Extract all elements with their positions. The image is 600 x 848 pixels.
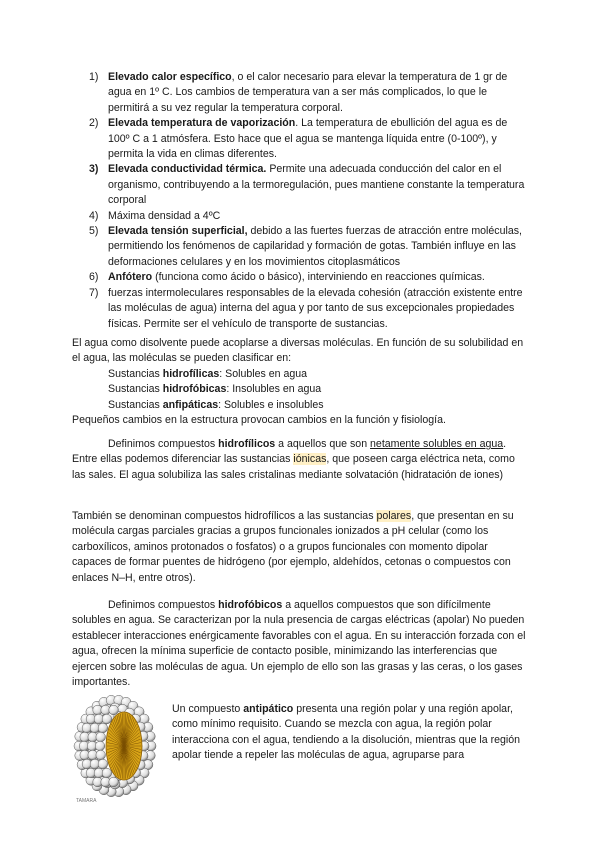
list-item: 4) Máxima densidad a 4ºC (89, 209, 221, 222)
term: Elevado calor específico (108, 71, 232, 83)
figure-signature: TAMARA (76, 798, 97, 804)
amphipathic-paragraph: Un compuesto antipático presenta una región polar y una región apolar, como mínimo requisito. Cuando se mezcla con agua, la región polar interacciona con el agua, tendiendo a la disolución, mientras que la región apolar tiende a repeler las moléculas de agua, agruparse para (172, 703, 521, 762)
solvent-intro: El agua como disolvente puede acoplarse a diversas moléculas. En función de su solubilidad en el agua, las moléculas se pueden clasificar en: (72, 337, 524, 365)
solvent-closing: Pequeños cambios en la estructura provocan cambios en la función y fisiología. (72, 414, 446, 427)
list-item: 7) fuerzas intermoleculares responsables de la elevada cohesión (atracción existente entre las moléculas de agua) interna del agua y por tanto de sus excepcionales propiedades físicas. Permite ser el vehículo de transporte de sustancias. (89, 286, 523, 330)
term: Elevada tensión superficial, (108, 225, 248, 238)
apolar-tails (106, 712, 142, 780)
class-line: Sustancias hidrofílicas: Solubles en agua (108, 367, 308, 380)
class-line: Sustancias anfipáticas: Solubles e insolubles (108, 398, 324, 411)
list-item: 6) Anfótero (funciona como ácido o básico), interviniendo en reacciones químicas. (89, 271, 485, 284)
hydrophilic-paragraph: Definimos compuestos hidrofílicos a aquellos que son netamente solubles en agua. Entre ellas podemos diferenciar las sustancias iónicas, que poseen carga eléctrica neta, como las sales. El agua solubiliza las sales cristalinas mediante solvatación (hidratación de iones) (72, 438, 515, 481)
term: Elevada temperatura de vaporización (108, 117, 296, 130)
water-properties-list (72, 70, 528, 332)
polar-paragraph: También se denominan compuestos hidrofílicos a las sustancias polares, que presentan en su molécula cargas parciales gracias a grupos funcionales ionizados a pH celular (como los carboxílicos, aminos protonados o fosfatos) o a grupos funcionales con momento dipolar capaces de formar puentes de hidrógeno (por ejemplo, aldehídos, cetonas o compuestos con enlaces N–H, entre otros). (72, 510, 514, 584)
micelle-illustration (72, 694, 158, 806)
list-item: 1) Elevado calor específico, o el calor necesario para elevar la temperatura de 1 gr de agua en 1º C. Los cambios de temperatura van a ser más complicados, lo que le permitirá a su vez regular la temperatura corporal. (89, 71, 508, 114)
highlight: polares (376, 510, 412, 522)
list-item: 3) Elevada conductividad térmica. Permite una adecuada conducción del calor en el organismo, contribuyendo a la termoregulación, pues mantiene constante la temperatura corporal (89, 163, 525, 207)
term: Elevada conductividad térmica. (108, 163, 267, 176)
highlight: iónicas (293, 453, 327, 466)
list-item: 2) Elevada temperatura de vaporización. La temperatura de ebullición del agua es de 100º C a 1 atmósfera. Esto hace que el agua se mantenga líquida entre (0-100º), y permita la vida en climas diferentes. (89, 117, 508, 161)
class-line: Sustancias hidrofóbicas: Insolubles en agua (108, 383, 322, 396)
solvent-section (72, 336, 528, 428)
list-item: 5) Elevada tensión superficial, debido a las fuertes fuerzas de atracción entre moléculas, permitiendo los fenómenos de capilaridad y formación de gotas. También influye en las deformaciones celulares y en los movimientos citoplasmáticos (89, 225, 522, 268)
term: Anfótero (108, 271, 153, 284)
hydrophobic-paragraph: Definimos compuestos hidrofóbicos a aquellos compuestos que son difícilmente solubles en agua. Se caracterizan por la nula presencia de cargas eléctricas (apolar) No pueden establecer interacciones enérgicamente favorables con el agua. En su interacción forzada con el agua, ofrecen la mínima superficie de contacto posible, minimizando las interferencias que ejercen sobre las moléculas de agua. Un ejemplo de ello son las grasas y las ceras, o los gases importantes. (72, 599, 526, 689)
